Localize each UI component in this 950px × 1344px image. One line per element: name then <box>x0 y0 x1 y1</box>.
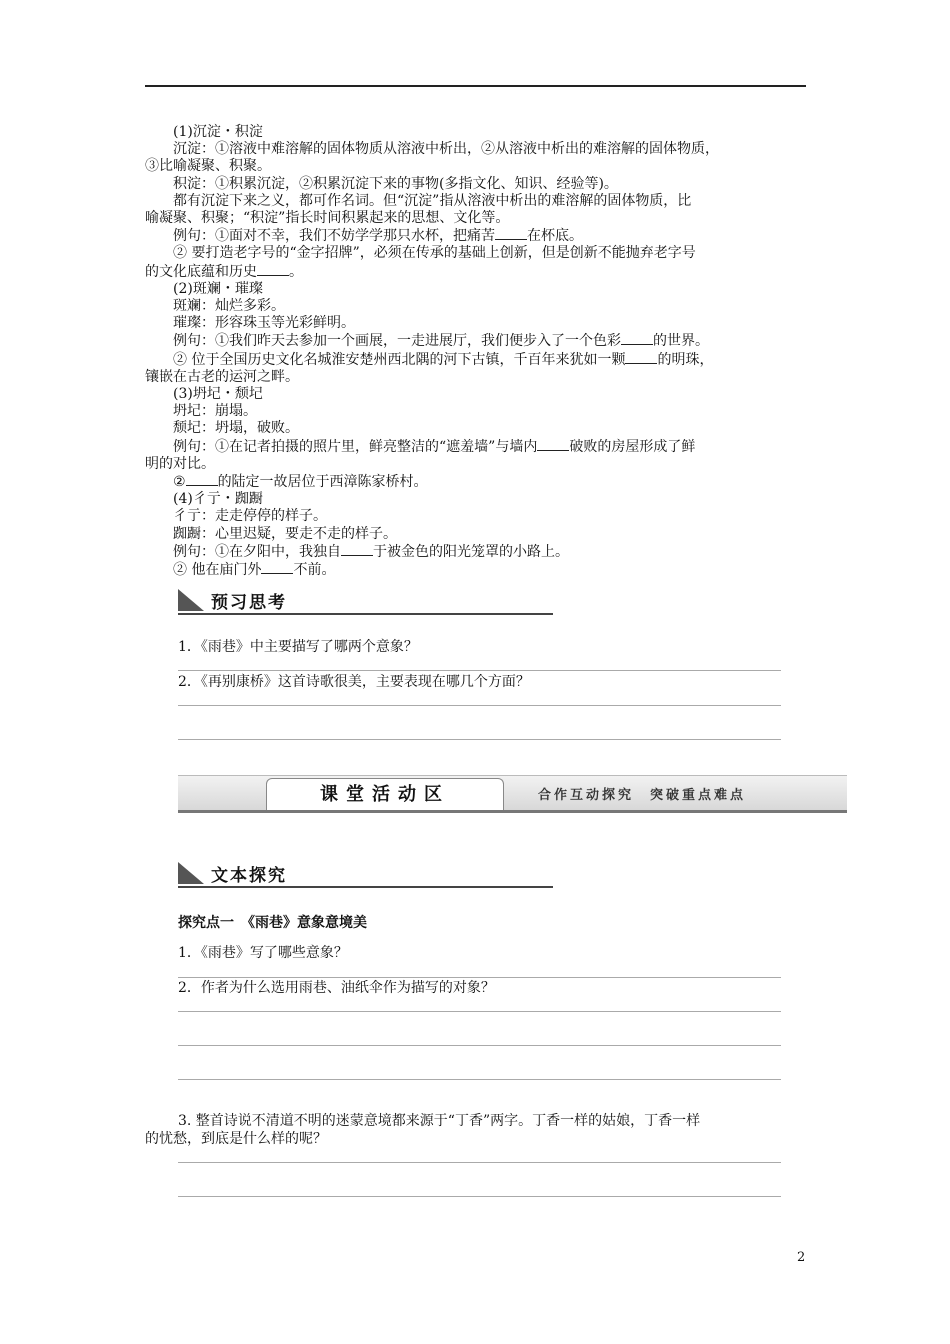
fill-in-blank <box>261 561 293 574</box>
vocab-line <box>145 141 810 158</box>
vocab-text: 彳亍：走走停停的样子。 <box>173 508 327 525</box>
study-question-2: 2．作者为什么选用雨巷、油纸伞作为描写的对象？ <box>178 980 495 996</box>
vocab-text: (4)彳亍・踟蹰 <box>173 491 263 508</box>
vocab-line <box>145 176 810 193</box>
banner-underline <box>178 810 847 813</box>
vocab-line <box>145 420 810 437</box>
answer-line <box>178 1045 781 1046</box>
vocab-text: 坍圮：崩塌。 <box>173 403 257 420</box>
vocab-text: 的明珠， <box>657 351 714 368</box>
vocab-line <box>145 561 810 579</box>
vocab-text: ② 要打造老字号的“金字招牌”，必须在传承的基础上创新，但是创新不能抛弃老字号 <box>173 245 696 262</box>
vocab-text: 喻凝聚、积聚；“积淀”指长时间积累起来的思想、文化等。 <box>145 210 510 227</box>
vocab-text: 的文化底蕴和历史 <box>145 263 257 280</box>
vocab-text: 破败的房屋形成了鲜 <box>569 438 696 455</box>
banner-slogan: 合作互动探究 突破重点难点 <box>538 788 747 803</box>
vocab-line <box>145 403 810 420</box>
vocab-line <box>145 245 810 262</box>
vocab-line <box>145 315 810 332</box>
answer-line <box>178 1162 781 1163</box>
fill-in-blank <box>341 543 373 556</box>
answer-line <box>178 1011 781 1012</box>
vocab-line <box>145 210 810 227</box>
vocab-text: 例句：①我们昨天去参加一个画展，一走进展厅，我们便步入了一个色彩 <box>173 333 621 350</box>
vocab-line <box>145 508 810 525</box>
fill-in-blank <box>621 332 653 345</box>
header-rule <box>145 85 806 87</box>
vocab-line <box>145 369 810 386</box>
study-question-3 <box>145 1112 810 1148</box>
vocab-text: 沉淀：①溶液中难溶解的固体物质从溶液中析出，②从溶液中析出的难溶解的固体物质， <box>173 141 719 158</box>
study-question-1: 1．《雨巷》写了哪些意象？ <box>178 945 348 961</box>
vocab-text: ② <box>173 474 186 491</box>
classroom-banner <box>178 775 847 813</box>
vocab-text: 不前。 <box>293 562 336 579</box>
vocab-text: 。 <box>289 263 303 280</box>
vocab-text: (2)斑斓・璀璨 <box>173 280 263 297</box>
vocab-line <box>145 543 810 561</box>
vocab-line <box>145 227 810 245</box>
vocab-text: 的世界。 <box>653 333 709 350</box>
vocab-text: ② 他在庙门外 <box>173 562 262 579</box>
vocab-line <box>145 456 810 473</box>
vocab-text: 例句：①在记者拍摄的照片里，鲜亮整洁的“遮羞墙”与墙内 <box>173 438 538 455</box>
answer-line <box>178 977 781 978</box>
study-question-3-line-2: 的忧愁，到底是什么样的呢？ <box>145 1131 327 1147</box>
vocab-text: 明的对比。 <box>145 455 215 472</box>
vocab-text: 镶嵌在古老的运河之畔。 <box>145 368 299 385</box>
vocab-text: 例句：①在夕阳中，我独自 <box>173 543 341 560</box>
page-number: 2 <box>797 1250 806 1265</box>
vocab-text: 例句：①面对不幸，我们不妨学学那只水杯，把痛苦 <box>173 228 495 245</box>
study-question-3-line-1: 3. 整首诗说不清道不明的迷蒙意境都来源于“丁香”两字。丁香一样的姑娘，丁香一样 <box>178 1113 701 1129</box>
vocab-line <box>145 124 810 141</box>
section-marker-icon <box>178 862 204 884</box>
preview-question-1: 1．《雨巷》中主要描写了哪两个意象？ <box>178 639 418 655</box>
vocab-line <box>145 281 810 298</box>
vocab-text: 斑斓：灿烂多彩。 <box>173 298 285 315</box>
answer-line <box>178 1079 781 1080</box>
preview-heading <box>178 587 553 615</box>
vocab-line <box>145 332 810 350</box>
vocab-text: 颓圮：坍塌，破败。 <box>173 420 299 437</box>
vocab-text: 的陆定一故居位于西漳陈家桥村。 <box>217 474 428 491</box>
answer-line <box>178 705 781 706</box>
vocab-line <box>145 193 810 210</box>
heading-rule <box>178 613 553 615</box>
fill-in-blank <box>495 227 527 240</box>
vocab-text: ② 位于全国历史文化名城淮安楚州西北隅的河下古镇，千百年来犹如一颗 <box>173 351 626 368</box>
vocab-line <box>145 263 810 281</box>
vocab-text: (1)沉淀・积淀 <box>173 124 263 140</box>
preview-question-2: 2．《再别康桥》这首诗歌很美，主要表现在哪几个方面？ <box>178 674 530 690</box>
fill-in-blank <box>625 351 657 364</box>
vocab-text: 于被金色的阳光笼罩的小路上。 <box>373 543 569 560</box>
vocab-line <box>145 473 810 491</box>
vocab-text: 在杯底。 <box>527 228 583 245</box>
vocab-text: 都有沉淀下来之义，都可作名词。但“沉淀”指从溶液中析出的难溶解的固体物质，比 <box>173 192 692 209</box>
vocab-line <box>145 438 810 456</box>
vocab-line <box>145 526 810 543</box>
preview-title: 预习思考 <box>211 593 287 613</box>
vocab-line <box>145 351 810 369</box>
vocab-text: 积淀：①积累沉淀，②积累沉淀下来的事物(多指文化、知识、经验等)。 <box>173 175 618 192</box>
vocab-line <box>145 298 810 315</box>
fill-in-blank <box>186 473 218 486</box>
fill-in-blank <box>537 438 569 451</box>
vocabulary-section <box>145 124 810 579</box>
vocab-text: (3)坍圮・颓圮 <box>173 386 263 403</box>
answer-line <box>178 1196 781 1197</box>
vocab-line <box>145 386 810 403</box>
text-study-title: 文本探究 <box>211 866 287 886</box>
heading-rule <box>178 886 553 888</box>
study-point-title: 探究点一 《雨巷》意象意境美 <box>178 915 367 931</box>
answer-line <box>178 670 781 671</box>
vocab-text: 璀璨：形容珠玉等光彩鲜明。 <box>173 315 355 332</box>
vocab-line <box>145 491 810 508</box>
fill-in-blank <box>257 263 289 276</box>
section-marker-icon <box>178 589 204 611</box>
vocab-text: ③比喻凝聚、积聚。 <box>145 158 271 175</box>
vocab-line <box>145 158 810 175</box>
banner-title: 课堂活动区 <box>266 778 504 810</box>
text-study-heading <box>178 860 553 888</box>
answer-line <box>178 739 781 740</box>
vocab-text: 踟蹰：心里迟疑，要走不走的样子。 <box>173 525 397 542</box>
